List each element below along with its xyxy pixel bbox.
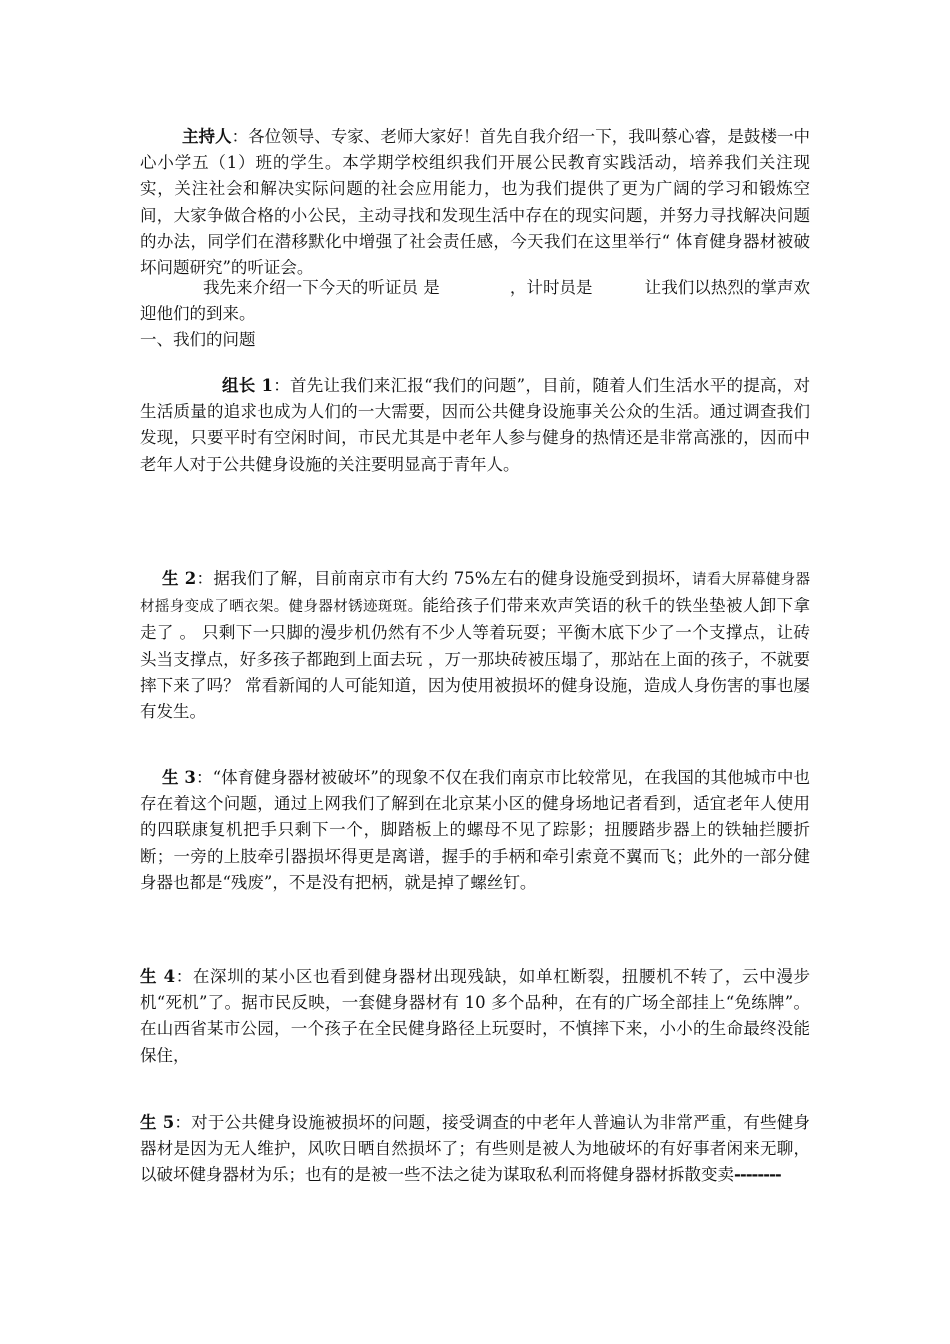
trailing-dashes: -------- — [734, 1165, 781, 1185]
student4-text: ：在深圳的某小区也看到健身器材出现残缺，如单杠断裂，扭腰机不转了，云中漫步机“死机”了。据市民反映，一套健身器材有 10 多个品种，在有的广场全部挂上“免练牌”。 在山西省某市公园，一个孩子在全民健身路径上玩耍时，不慎摔下来，小小的生命最终没能保住， — [140, 967, 810, 1065]
student2-text-b: 能给孩子们带来欢声笑语的秋千的铁坐垫被人卸下拿走了 。 只剩下一只脚的漫步机仍然有不少人等着玩耍；平衡木底下少了一个支撑点，让砖头当支撑点，好多孩子都跑到上面去玩 ，万一那块砖被压塌了，那站在上面的孩子，不就要摔下来了吗？ 常看新闻的人可能知道，因为使用被损坏的健身设施，造成人身伤害的事也屡有发生。 — [140, 596, 811, 722]
student2-text-a: ：据我们了解，目前南京市有大约 75%左右的健身设施受到损坏， — [196, 569, 693, 588]
student3-paragraph — [140, 765, 810, 896]
student4-paragraph — [140, 964, 810, 1069]
leader1-paragraph — [140, 373, 810, 478]
intro-paragraph — [140, 275, 810, 327]
speaker-label-student5: 生 5 — [140, 1113, 175, 1132]
speaker-label-student3: 生 3 — [162, 768, 196, 787]
student2-paragraph — [140, 566, 810, 725]
intro-text-3: 让我们以热烈的掌声欢迎他们的到来。 — [140, 278, 811, 324]
intro-text-1: 我先来介绍一下今天的听证员 是 — [203, 278, 440, 297]
speaker-label-host: 主持人 — [182, 127, 232, 146]
speaker-label-student4: 生 4 — [140, 967, 176, 986]
section-heading: 一、我们的问题 — [140, 330, 256, 349]
student3-text: ：“体育健身器材被破坏”的现象不仅在我们南京市比较常见，在我国的其他城市中也存在着这个问题，通过上网我们了解到在北京某小区的健身场地记者看到，适宜老年人使用的四联康复机把手只剩下一个，脚踏板上的螺母不见了踪影；扭腰踏步器上的铁轴拦腰折断；一旁的上肢牵引器损坏得更是离谱，握手的手柄和牵引索竟不翼而飞；此外的一部分健身器也都是“残废”，不是没有把柄，就是掉了螺丝钉。 — [140, 768, 810, 892]
student5-paragraph — [140, 1110, 810, 1189]
speaker-label-student2: 生 2 — [162, 569, 197, 588]
intro-text-2: ，计时员是 — [509, 278, 593, 297]
host-text: ：各位领导、专家、老师大家好！首先自我介绍一下，我叫蔡心睿，是鼓楼一中心小学五（1）班的学生。本学期学校组织我们开展公民教育实践活动，培养我们关注现实，关注社会和解决实际问题的社会应用能力，也为我们提供了更为广阔的学习和锻炼空间，大家争做合格的小公民，主动寻找和发现生活中存在的现实问题，并努力寻找解决问题的办法，同学们在潜移默化中增强了社会责任感，今天我们在这里举行“ 体育健身器材被破坏问题研究”的听证会。 — [140, 127, 811, 278]
student5-text: ：对于公共健身设施被损坏的问题，接受调查的中老年人普遍认为非常严重，有些健身器材是因为无人维护，风吹日晒自然损坏了；有些则是被人为地破坏的有好事者闲来无聊，以破坏健身器材为乐；也有的是被一些不法之徒为谋取私利而将健身器材拆散变卖 — [140, 1113, 811, 1185]
host-paragraph — [140, 124, 810, 281]
student2-text-small: 请看大屏幕健身器材摇身变成了晒衣架。健身器材锈迹斑斑。 — [140, 572, 810, 616]
leader1-text: ：首先让我们来汇报“我们的问题”，目前，随着人们生活水平的提高，对生活质量的追求也成为人们的一大需要，因而公共健身设施事关公众的生活。通过调查我们发现，只要平时有空闲时间，市民尤其是中老年人参与健身的热情还是非常高涨的，因而中老年人对于公共健身设施的关注要明显高于青年人。 — [140, 376, 810, 474]
speaker-label-leader1: 组长 1 — [222, 376, 274, 395]
